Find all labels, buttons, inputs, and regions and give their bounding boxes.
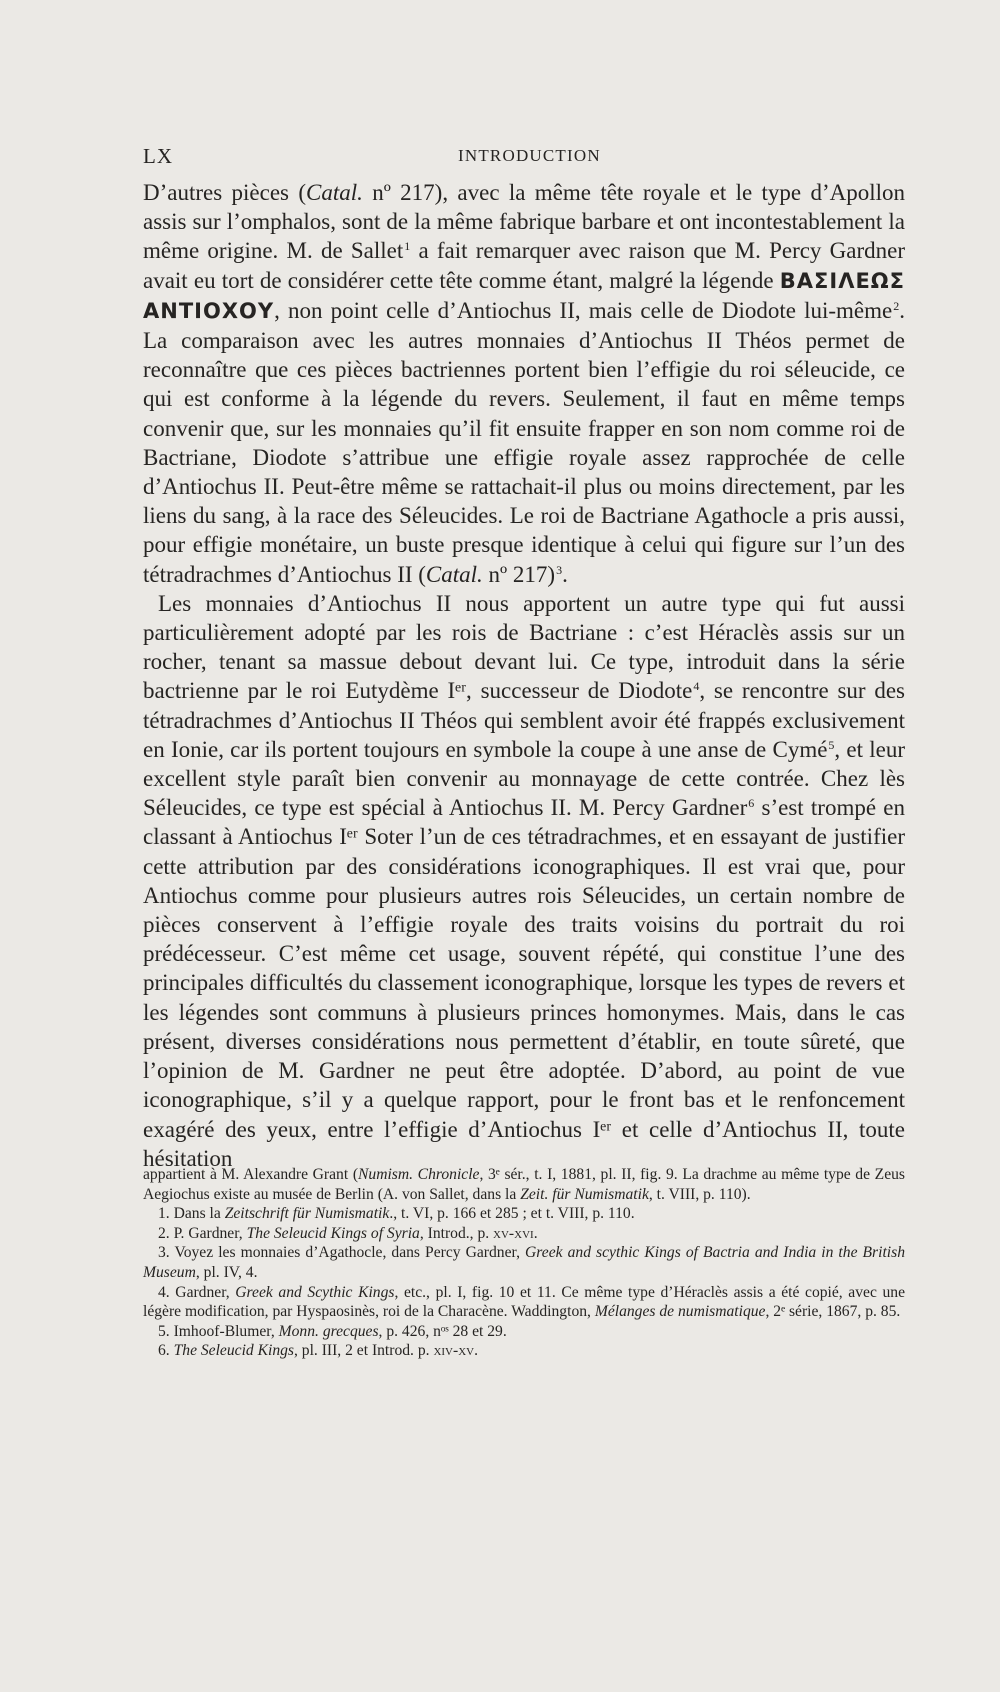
footnote (143, 1224, 905, 1244)
text-run: 2. P. Gardner, (158, 1224, 247, 1242)
small-caps-text: xv-xvi (493, 1224, 534, 1242)
text-run: 1. Dans la (158, 1205, 225, 1223)
text-run: , non point celle d’Antiochus II, mais celle de Diodote lui-même (274, 297, 893, 323)
text-run: , 3ᵉ sér., t. I, 1881, pl. II, fig. 9. La drachme au même type de Zeus Aegiochus existe au musée de Berlin (A. von Sallet, dans la (143, 1166, 905, 1203)
footnote-marker: 1 (404, 239, 411, 254)
text-run: Les monnaies d’Antiochus II nous apportent un autre type qui fut aussi particulièrement adopté par les rois de Bactriane : c’est Héraclès assis sur un rocher, tenant sa massue debout devant lui. Ce type, introduit dans la série bactrienne par le roi Eutydème Iᵉʳ, successeur de Diodote (143, 590, 905, 704)
text-run: . (562, 561, 568, 587)
footnote (143, 1322, 905, 1342)
text-run: , pl. III, 2 et Introd. p. (294, 1342, 434, 1360)
text-run: . (533, 1224, 538, 1242)
text-run: , Introd., p. (419, 1224, 494, 1242)
text-run: D’autres pièces ( (143, 180, 306, 205)
greek-legend: ΒΑΣΙΛΕΩΣ ΑΝΤΙΟΧΟΥ (143, 268, 905, 323)
footnote (143, 1243, 905, 1282)
italic-text: Catal. (305, 180, 363, 205)
body-paragraph (143, 589, 905, 1173)
italic-text: Greek and Scythic Kings (235, 1283, 395, 1301)
text-run: 3. Voyez les monnaies d’Agathocle, dans Percy Gardner, (158, 1244, 526, 1262)
body-paragraph (143, 178, 905, 589)
italic-text: The Seleucid Kings of Syria (246, 1224, 420, 1242)
text-run: a fait remarquer avec raison que M. Percy Gardner avait eu tort de considérer cette tête comme étant, malgré la légende (143, 238, 905, 293)
text-run: 4. Gardner, (158, 1283, 236, 1301)
footnote-marker: 3 (556, 562, 563, 577)
italic-text: Greek and scythic Kings of Bactria and India in the British Museum (143, 1244, 905, 1281)
footnote (143, 1204, 905, 1224)
footnote-marker: 5 (828, 737, 835, 752)
italic-text: The Seleucid Kings (173, 1342, 294, 1360)
footnotes (143, 1165, 905, 1361)
page-number: LX (143, 144, 173, 168)
text-run: 5. Imhoof-Blumer, (158, 1322, 279, 1340)
text-run: . (474, 1342, 478, 1360)
text-run: , se rencontre sur des tétradrachmes d’Antiochus II Théos qui semblent avoir été frappés exclusivement en Ionie, car ils portent toujours en symbole la coupe à une anse de Cymé (143, 678, 906, 762)
text-run: , etc., pl. I, fig. 10 et 11. Ce même type d’Héraclès assis a été copié, avec une légère modification, par Hyspaosinès, roi de la Characène. Waddington, (143, 1283, 905, 1321)
footnote-marker: 4 (693, 679, 700, 694)
text-run: , t. VIII, p. 110). (648, 1185, 751, 1203)
footnote (143, 1341, 905, 1361)
small-caps-text: xiv-xv (433, 1342, 475, 1360)
footnote-marker: 6 (748, 796, 755, 811)
text-run: . La comparaison avec les autres monnaies d’Antiochus II Théos permet de reconnaître que ces pièces bactriennes portent bien l’effigie du roi séleucide, ce qui est conforme à la légende du revers. Seulement, il faut en même temps convenir que, sur les monnaies qu’il fit ensuite frapper en son nom comme roi de Bactriane, Diodote s’attribue une effigie royale assez rapprochée de celle d’Antiochus II. Peut-être même se rattachait-il plus ou moins directement, par les liens du sang, à la race des Séleucides. Le roi de Bactriane Agathocle a pris aussi, pour effigie monétaire, un buste presque identique à celui qui figure sur l’un des tétradrachmes d’Antiochus II ( (143, 297, 905, 587)
text-run: 6. (158, 1342, 174, 1360)
italic-text: Monn. grecques (278, 1322, 379, 1340)
running-title: INTRODUCTION (458, 146, 601, 165)
page-header (143, 144, 883, 174)
text-run: , 2ᵉ série, 1867, p. 85. (765, 1303, 901, 1321)
footnote (143, 1283, 905, 1322)
text-run: appartient à M. Alexandre Grant ( (143, 1166, 359, 1183)
main-text (143, 178, 905, 1173)
text-run: nº 217) (482, 561, 556, 587)
text-run: , p. 426, nᵒˢ 28 et 29. (378, 1322, 507, 1340)
italic-text: Numism. Chronicle (358, 1166, 480, 1183)
text-run: ., t. VI, p. 166 et 285 ; et t. VIII, p. 110. (389, 1205, 635, 1223)
footnote-continuation (143, 1165, 905, 1204)
text-run: , et leur excellent style paraît bien convenir au monnayage de cette contrée. Chez lès Séleucides, ce type est spécial à Antiochus II. M. Percy Gardner (143, 736, 905, 821)
italic-text: Mélanges de numismatique (594, 1303, 766, 1321)
text-run: , pl. IV, 4. (195, 1263, 258, 1281)
text-run: nº 217), avec la même tête royale et le type d’Apollon assis sur l’omphalos, sont de la même fabrique barbare et ont incontestablement la même origine. M. de Sallet (143, 180, 905, 264)
italic-text: Zeit. für Numismatik (520, 1185, 649, 1203)
italic-text: Catal. (425, 561, 483, 587)
footnote-marker: 2 (893, 298, 900, 313)
text-run: s’est trompé en classant à Antiochus Iᵉʳ Soter l’un de ces tétradrachmes, et en essayant de justifier cette attribution par des considérations iconographiques. Il est vrai que, pour Antiochus comme pour plusieurs autres rois Séleucides, un certain nombre de pièces conservent à l’effigie royale des traits voisins du portrait du roi prédécesseur. C’est même cet usage, souvent répété, qui constitue l’une des principales difficultés du classement iconographique, lorsque les types de revers et les légendes sont communs à plusieurs princes homonymes. Mais, dans le cas présent, diverses considérations nous permettent d’établir, en toute sûreté, que l’opinion de M. Gardner ne peut être adoptée. D’abord, au point de vue iconographique, s’il y a quelque rapport, pour le front bas et le renfoncement exagéré des yeux, entre l’effigie d’Antiochus Iᵉʳ et celle d’Antiochus II, toute hésitation (143, 795, 906, 1171)
italic-text: Zeitschrift für Numismatik (224, 1205, 390, 1223)
